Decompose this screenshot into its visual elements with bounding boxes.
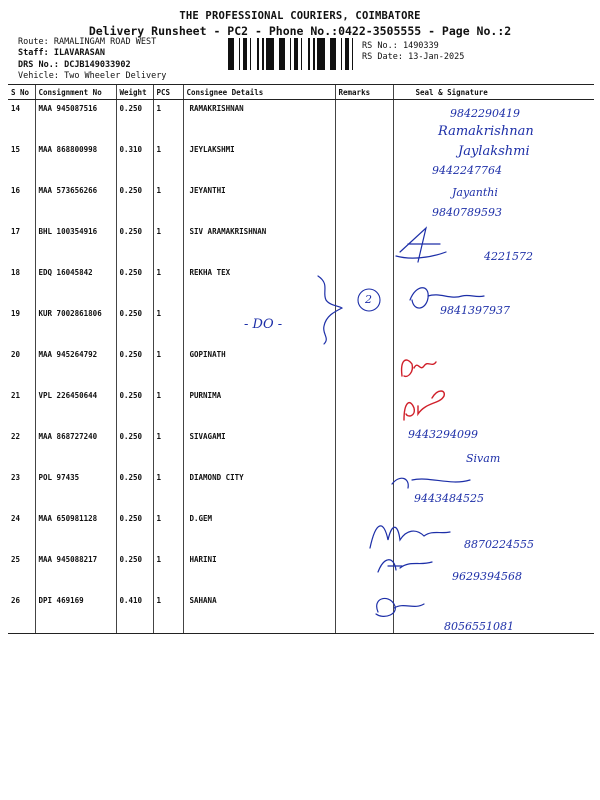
hw-r19-ditto: - DO - (244, 317, 283, 332)
barcode-bar (262, 38, 264, 70)
rs-no-label: RS No.: (362, 41, 398, 51)
row-pcs: 1 (153, 182, 183, 223)
row-sno: 16 (11, 186, 21, 195)
row-consignment-no: VPL 226450644 (35, 387, 116, 428)
row-consignment-no: MAA 945087516 (35, 100, 116, 142)
row-remarks (335, 182, 393, 223)
row-pcs: 1 (153, 469, 183, 510)
col-consignment: Consignment No (35, 85, 116, 100)
staff-label: Staff: (18, 48, 49, 58)
row-consignment-no: MAA 945088217 (35, 551, 116, 592)
table-row (8, 387, 594, 428)
barcode-bar (294, 38, 297, 70)
row-pcs: 1 (153, 223, 183, 264)
hw-r26-phone: 8056551081 (444, 620, 514, 633)
barcode-bar (239, 38, 240, 70)
row-weight: 0.250 (116, 346, 153, 387)
row-pcs: 1 (153, 264, 183, 305)
barcode-bar (352, 38, 353, 70)
row-consignee: SIVAGAMI (183, 428, 335, 469)
row-weight: 0.250 (116, 387, 153, 428)
drs-label: DRS No.: (18, 60, 59, 70)
row-consignee: HARINI (183, 551, 335, 592)
table-row (8, 469, 594, 510)
row-sno: 23 (11, 473, 21, 482)
barcode-bar (308, 38, 310, 70)
row-pcs: 1 (153, 510, 183, 551)
row-sno: 21 (11, 391, 21, 400)
row-sno: 24 (11, 514, 21, 523)
barcode-bar (313, 38, 315, 70)
row-remarks (335, 141, 393, 182)
barcode-bar (297, 38, 298, 70)
barcode-bar (257, 38, 259, 70)
table-row (8, 428, 594, 469)
row-consignment-no: MAA 573656266 (35, 182, 116, 223)
col-sno: S No (8, 85, 35, 100)
table-body (8, 100, 594, 634)
row-sno: 26 (8, 592, 35, 634)
vehicle-label: Vehicle: (18, 71, 59, 81)
row-pcs: 1 (153, 141, 183, 182)
row-sno: 17 (11, 227, 21, 236)
row-consignee: D.GEM (183, 510, 335, 551)
row-consignee: REKHA TEX (183, 264, 335, 305)
row-remarks (335, 100, 393, 142)
col-consignee: Consignee Details (183, 85, 335, 100)
hw-r22-name: Sivam (466, 452, 501, 465)
row-pcs: 1 (153, 305, 183, 346)
row-consignee: JEYLAKSHMI (183, 141, 335, 182)
col-pcs: PCS (153, 85, 183, 100)
row-consignment-no: MAA 945264792 (35, 346, 116, 387)
barcode-bar (269, 38, 271, 70)
barcode-bar (320, 38, 322, 70)
row-consignee: JEYANTHI (183, 182, 335, 223)
hw-r23-phone: 9443484525 (414, 492, 484, 505)
row-remarks (335, 592, 393, 634)
staff-line (18, 48, 105, 58)
col-seal-signature: Seal & Signature (393, 85, 594, 100)
barcode-bar (348, 38, 349, 70)
row-consignment-no: MAA 868800998 (35, 141, 116, 182)
row-remarks (335, 387, 393, 428)
vehicle-line (18, 71, 166, 81)
row-seal-signature (393, 264, 594, 305)
barcode-bar (279, 38, 282, 70)
row-remarks (335, 469, 393, 510)
barcode-bar (317, 38, 320, 70)
row-consignment-no: KUR 7002861806 (35, 305, 116, 346)
row-sno: 14 (11, 104, 21, 113)
hw-r25-phone: 9629394568 (452, 570, 522, 583)
barcode-bar (231, 38, 234, 70)
row-consignee: SIV ARAMAKRISHNAN (183, 223, 335, 264)
barcode-bar (322, 38, 325, 70)
rs-date-value: 13-Jan-2025 (408, 52, 465, 62)
row-consignment-no: EDQ 16045842 (35, 264, 116, 305)
barcode-bar (345, 38, 348, 70)
row-consignee: RAMAKRISHNAN (183, 100, 335, 142)
route-line (18, 37, 156, 47)
row-consignee: GOPINATH (183, 346, 335, 387)
row-pcs: 1 (153, 428, 183, 469)
row-weight: 0.250 (116, 428, 153, 469)
col-remarks: Remarks (335, 85, 393, 100)
hw-r22-phone: 9443294099 (408, 428, 478, 441)
barcode-bar (266, 38, 269, 70)
row-consignee: PURNIMA (183, 387, 335, 428)
hw-r17-number: 4221572 (484, 250, 533, 263)
table-row (8, 346, 594, 387)
row-consignee: SAHANA (183, 592, 335, 634)
barcode-bar (301, 38, 302, 70)
rs-no-line (362, 41, 439, 51)
row-weight: 0.250 (116, 100, 153, 142)
barcode-bar (243, 38, 246, 70)
hw-r14-phone: 9842290419 (450, 107, 520, 120)
row-seal-signature (393, 346, 594, 387)
route-value: RAMALINGAM ROAD WEST (53, 37, 157, 47)
row-remarks (335, 428, 393, 469)
row-consignment-no: BHL 100354916 (35, 223, 116, 264)
row-sno: 15 (11, 145, 21, 154)
barcode-bar (228, 38, 231, 70)
row-weight: 0.250 (116, 223, 153, 264)
row-remarks (335, 223, 393, 264)
vehicle-value: Two Wheeler Delivery (64, 71, 167, 81)
hw-r19-circle-number: 2 (365, 293, 372, 306)
row-weight: 0.250 (116, 469, 153, 510)
row-consignment-no: POL 97435 (35, 469, 116, 510)
row-consignee: DIAMOND CITY (183, 469, 335, 510)
rs-date-line (362, 52, 464, 62)
barcode-bar (333, 38, 336, 70)
row-remarks (335, 346, 393, 387)
hw-r16-name: Jayanthi (452, 186, 498, 199)
hw-r16-phone: 9840789593 (432, 206, 502, 219)
row-weight: 0.250 (116, 182, 153, 223)
route-label: Route: (18, 37, 49, 47)
row-pcs: 1 (153, 100, 183, 142)
runsheet-table (8, 84, 594, 634)
table-row (8, 182, 594, 223)
table-row (8, 264, 594, 305)
company-title: THE PROFESSIONAL COURIERS, COIMBATORE (179, 10, 421, 22)
row-sno: 19 (11, 309, 21, 318)
barcode-bar (290, 38, 291, 70)
barcode-bar (246, 38, 247, 70)
staff-value: ILAVARASAN (53, 48, 106, 58)
row-consignment-no: MAA 650981128 (35, 510, 116, 551)
row-sno: 22 (11, 432, 21, 441)
row-weight: 0.410 (116, 592, 153, 634)
row-weight: 0.250 (116, 305, 153, 346)
row-pcs: 1 (153, 346, 183, 387)
rs-no-value: 1490339 (402, 41, 439, 51)
hw-r24-phone: 8870224555 (464, 538, 534, 551)
barcode (228, 38, 354, 70)
barcode-bar (250, 38, 251, 70)
hw-r15-phone: 9442247764 (432, 164, 502, 177)
table-header-row (8, 85, 594, 100)
col-weight: Weight (116, 85, 153, 100)
hw-r19-phone: 9841397937 (440, 304, 510, 317)
rs-date-label: RS Date: (362, 52, 403, 62)
hw-r14-name: Ramakrishnan (438, 124, 534, 139)
row-remarks (335, 551, 393, 592)
runsheet-title: Delivery Runsheet - PC2 - Phone No.:0422-3505555 - Page No.:2 (88, 24, 512, 38)
drs-line (18, 60, 131, 70)
row-weight: 0.310 (116, 141, 153, 182)
row-pcs: 1 (153, 387, 183, 428)
row-weight: 0.250 (116, 264, 153, 305)
row-remarks (335, 305, 393, 346)
row-sno: 18 (11, 268, 21, 277)
row-remarks (335, 264, 393, 305)
barcode-bar (271, 38, 274, 70)
barcode-bar (330, 38, 333, 70)
row-sno: 20 (11, 350, 21, 359)
drs-value: DCJB149033902 (64, 60, 131, 70)
hw-r15-name: Jaylakshmi (458, 144, 530, 159)
row-consignment-no: MAA 868727240 (35, 428, 116, 469)
barcode-bar (341, 38, 342, 70)
barcode-bar (282, 38, 285, 70)
row-seal-signature (393, 387, 594, 428)
row-sno: 25 (11, 555, 21, 564)
row-pcs: 1 (153, 551, 183, 592)
row-consignment-no: DPI 469169 (35, 592, 116, 634)
row-pcs: 1 (153, 592, 183, 634)
row-weight: 0.250 (116, 510, 153, 551)
row-weight: 0.250 (116, 551, 153, 592)
row-remarks (335, 510, 393, 551)
